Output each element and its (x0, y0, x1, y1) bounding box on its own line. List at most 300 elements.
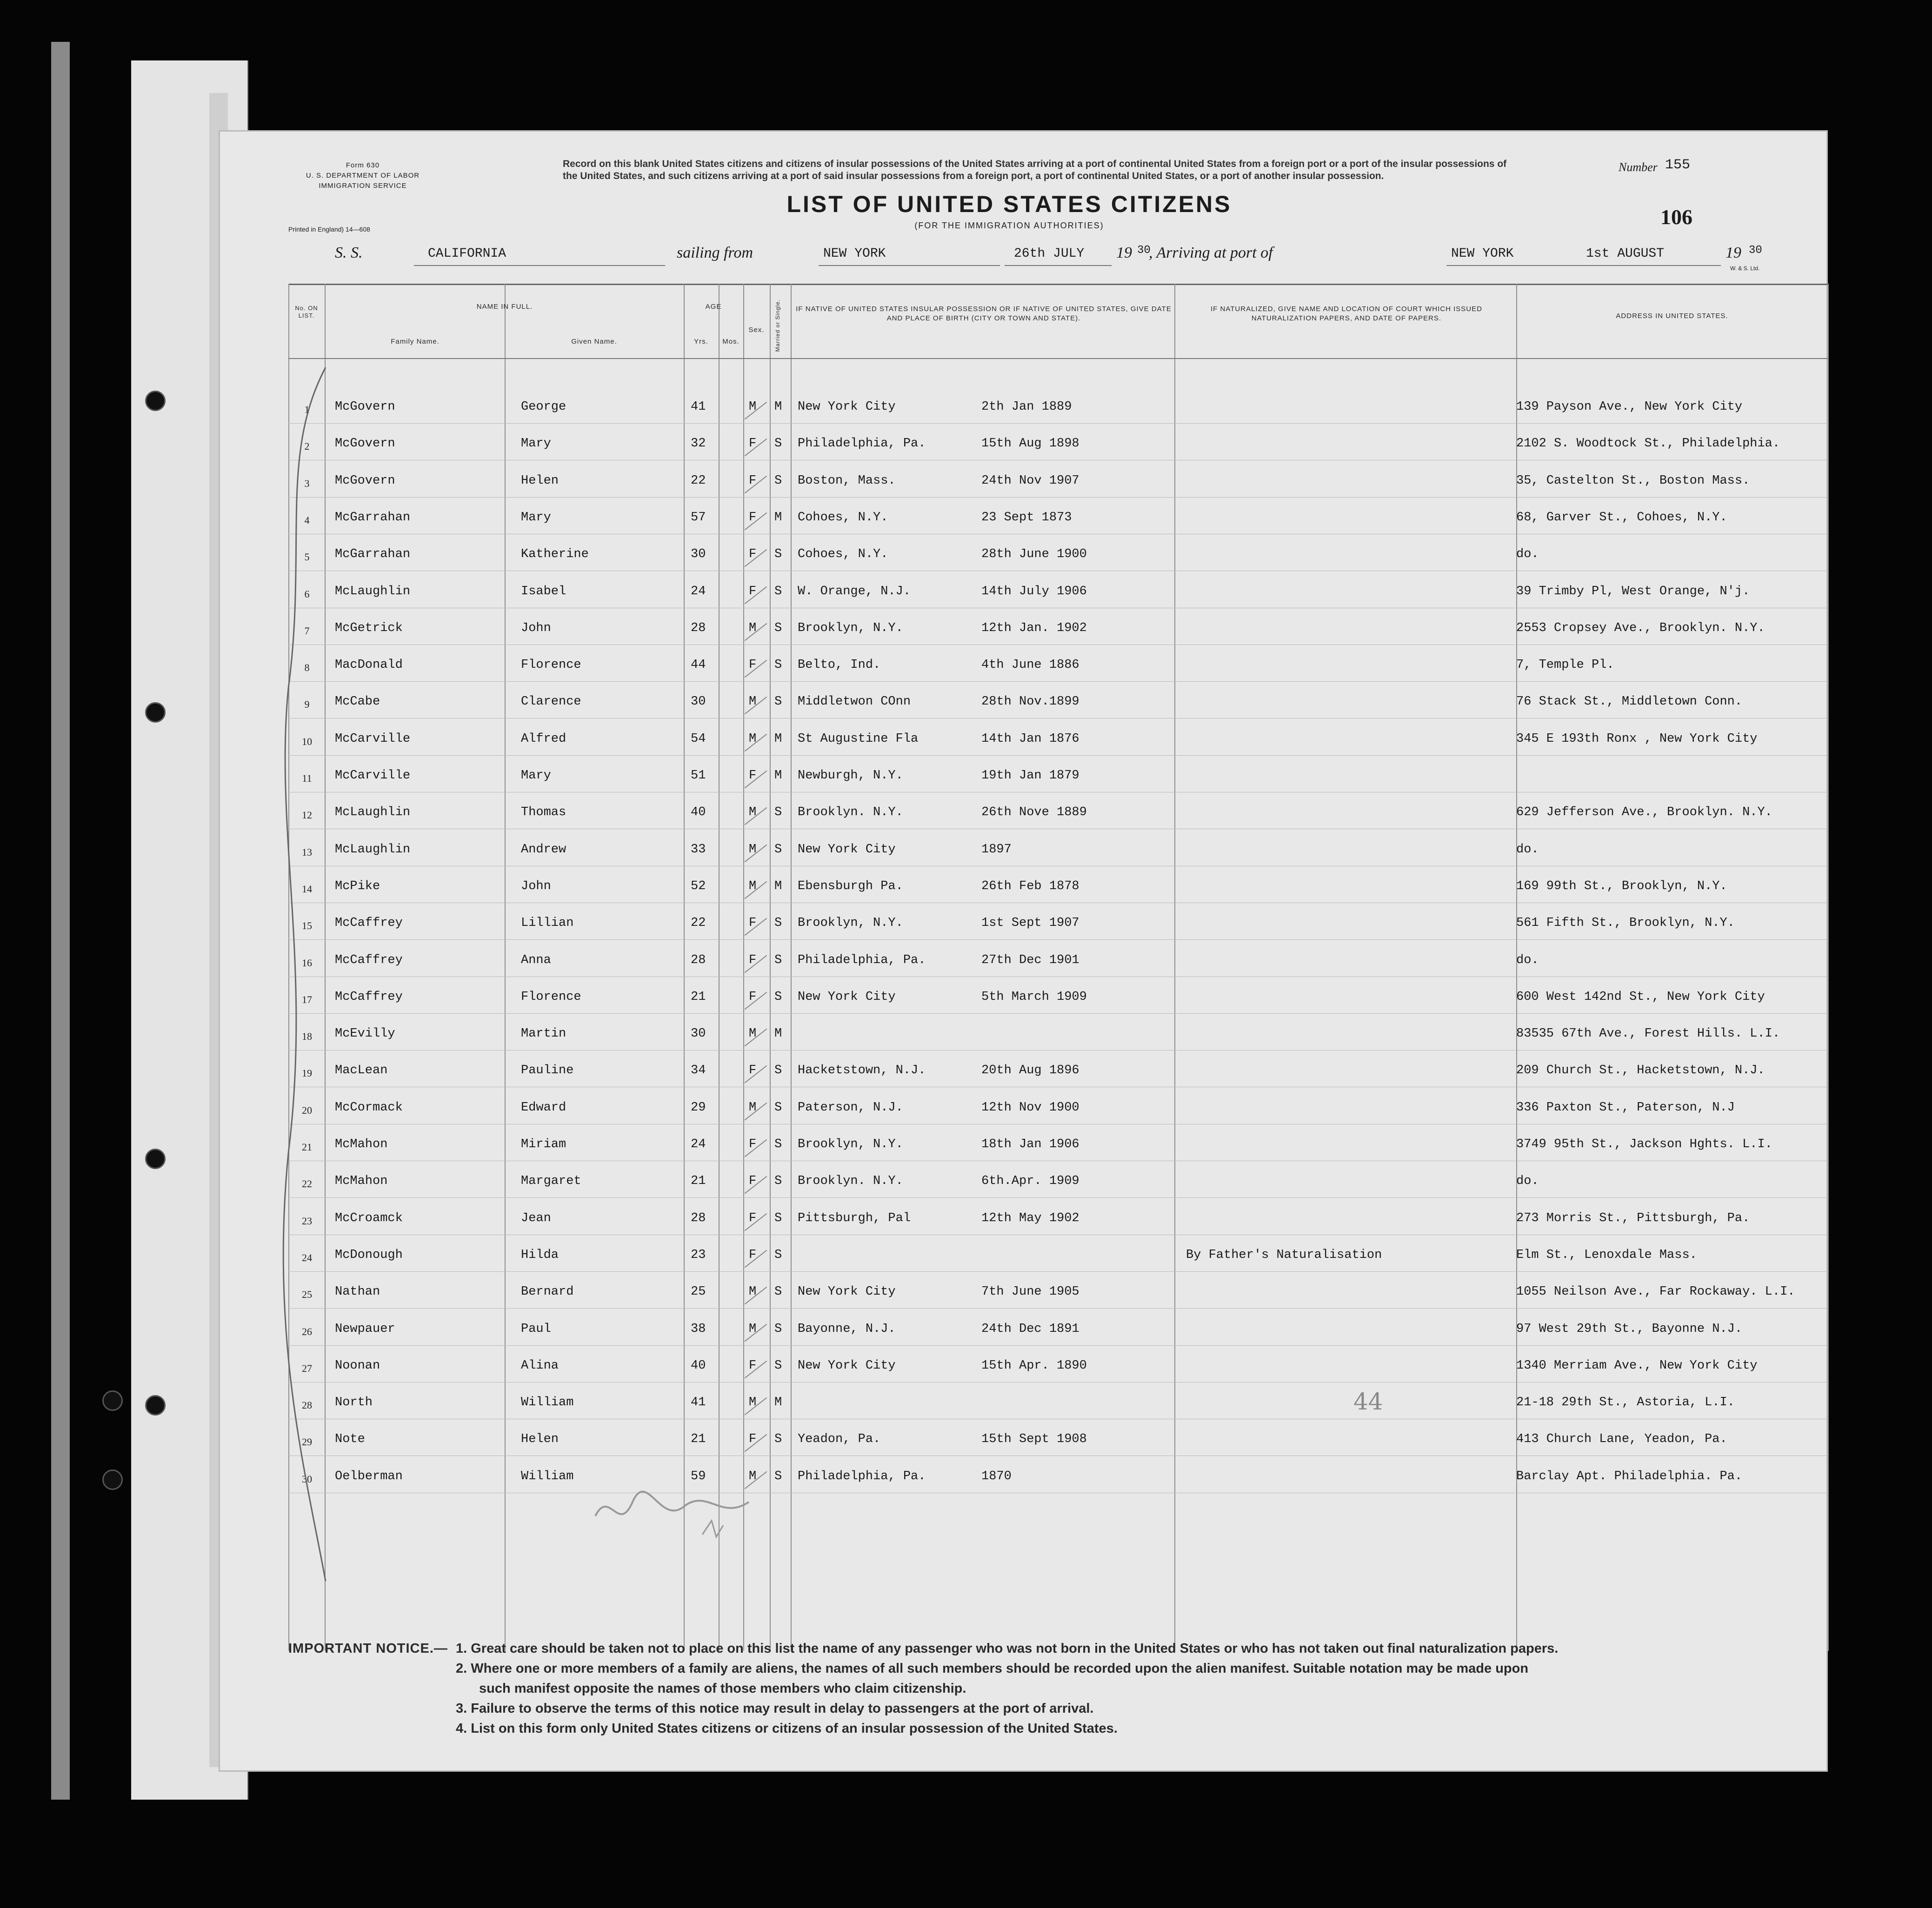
row-date: 20th Aug 1896 (981, 1064, 1079, 1077)
row-place: Brooklyn. N.Y. (798, 1174, 903, 1188)
row-given: Lillian (521, 916, 574, 930)
row-address: 7, Temple Pl. (1516, 658, 1614, 672)
row-place: Pittsburgh, Pal (798, 1211, 911, 1225)
row-no: 11 (302, 772, 312, 784)
row-date: 15th Sept 1908 (981, 1432, 1087, 1446)
printer-mark: W. & S. Ltd. (1730, 265, 1760, 272)
row-rule (288, 1013, 1828, 1014)
row-place: W. Orange, N.J. (798, 585, 911, 598)
row-address: 1055 Neilson Ave., Far Rockaway. L.I. (1516, 1285, 1795, 1299)
row-no: 29 (302, 1436, 312, 1448)
header-address: ADDRESS IN UNITED STATES. (1616, 312, 1728, 320)
row-family: MacDonald (335, 658, 403, 672)
row-place: Paterson, N.J. (798, 1101, 903, 1115)
row-address: 600 West 142nd St., New York City (1516, 990, 1765, 1004)
row-sex: M (749, 1469, 757, 1483)
row-family: Newpauer (335, 1322, 395, 1336)
row-place: Brooklyn, N.Y. (798, 621, 903, 635)
row-date: 14th Jan 1876 (981, 732, 1079, 746)
row-family: McEvilly (335, 1027, 395, 1041)
row-sex: F (749, 916, 757, 930)
page-subtitle: (FOR THE IMMIGRATION AUTHORITIES) (914, 221, 1104, 230)
row-rule (288, 497, 1828, 498)
row-address: 139 Payson Ave., New York City (1516, 400, 1743, 414)
row-sex: M (749, 621, 757, 635)
row-ms: S (774, 1137, 782, 1151)
row-no: 24 (302, 1252, 312, 1263)
row-address: 39 Trimby Pl, West Orange, N'j. (1516, 585, 1750, 598)
row-place: New York City (798, 990, 896, 1004)
row-no: 21 (302, 1141, 312, 1153)
row-no: 13 (302, 846, 312, 858)
row-rule (288, 939, 1828, 940)
row-no: 28 (302, 1399, 312, 1411)
row-sex: M (749, 805, 757, 819)
department: U. S. DEPARTMENT OF LABOR (306, 172, 420, 179)
row-sex: F (749, 585, 757, 598)
row-age: 32 (691, 437, 706, 451)
header-mos: Mos. (722, 338, 739, 346)
row-date: 24th Dec 1891 (981, 1322, 1079, 1336)
row-address: do. (1516, 1174, 1539, 1188)
header-rule (288, 358, 1828, 359)
row-given: Miriam (521, 1137, 566, 1151)
row-family: McCaffrey (335, 916, 403, 930)
header-married: Married or Single. (774, 299, 781, 352)
row-given: Thomas (521, 805, 566, 819)
row-ms: S (774, 658, 782, 672)
row-given: Margaret (521, 1174, 581, 1188)
row-ms: S (774, 1211, 782, 1225)
row-no: 23 (302, 1215, 312, 1227)
underline (819, 265, 1000, 266)
row-address: do. (1516, 547, 1539, 561)
row-family: Oelberman (335, 1469, 403, 1483)
row-ms: S (774, 990, 782, 1004)
row-age: 28 (691, 621, 706, 635)
row-age: 21 (691, 1174, 706, 1188)
row-sex: F (749, 437, 757, 451)
row-place: Philadelphia, Pa. (798, 953, 926, 967)
notice-item-3: 3. Failure to observe the terms of this notice may result in delay to passengers at the port of arrival. (456, 1701, 1094, 1716)
row-ms: S (774, 805, 782, 819)
row-ms: S (774, 1285, 782, 1299)
row-rule (288, 1197, 1828, 1198)
row-sex: F (749, 474, 757, 488)
column-rule (505, 284, 506, 1651)
row-address: 2102 S. Woodtock St., Philadelphia. (1516, 437, 1780, 451)
row-address: 35, Castelton St., Boston Mass. (1516, 474, 1750, 488)
row-place: New York City (798, 1359, 896, 1373)
pencil-annotation: 44 (1353, 1388, 1383, 1415)
row-no: 16 (302, 957, 312, 969)
row-age: 44 (691, 658, 706, 672)
row-ms: M (774, 769, 782, 783)
row-given: Mary (521, 769, 551, 783)
row-family: McDonough (335, 1248, 403, 1262)
row-age: 21 (691, 1432, 706, 1446)
header-age: AGE (705, 303, 722, 311)
row-place: Middletwon COnn (798, 695, 911, 709)
row-sex: F (749, 1248, 757, 1262)
punch-hole (145, 1395, 166, 1416)
row-age: 23 (691, 1248, 706, 1262)
row-date: 15th Apr. 1890 (981, 1359, 1087, 1373)
row-ms: S (774, 1432, 782, 1446)
row-family: McCormack (335, 1101, 403, 1115)
row-given: Mary (521, 511, 551, 525)
row-ms: S (774, 1064, 782, 1077)
row-date: 7th June 1905 (981, 1285, 1079, 1299)
row-place: Boston, Mass. (798, 474, 896, 488)
form-number: Form 630 (346, 161, 380, 169)
row-age: 51 (691, 769, 706, 783)
row-ms: M (774, 1027, 782, 1041)
arrival-year-suffix: 30 (1749, 244, 1762, 257)
row-ms: S (774, 1101, 782, 1115)
row-age: 57 (691, 511, 706, 525)
row-no: 14 (302, 883, 312, 895)
row-ms: S (774, 1359, 782, 1373)
row-age: 21 (691, 990, 706, 1004)
row-age: 30 (691, 695, 706, 709)
row-sex: M (749, 732, 757, 746)
row-date: 18th Jan 1906 (981, 1137, 1079, 1151)
row-given: Jean (521, 1211, 551, 1225)
row-date: 15th Aug 1898 (981, 437, 1079, 451)
row-rule (288, 755, 1828, 756)
row-family: McLaughlin (335, 805, 411, 819)
row-given: Alina (521, 1359, 559, 1373)
page-number: 106 (1660, 205, 1692, 229)
punch-hole (145, 702, 166, 723)
sailing-label: sailing from (677, 244, 753, 261)
row-place: Bayonne, N.J. (798, 1322, 896, 1336)
row-place: Belto, Ind. (798, 658, 881, 672)
row-date: 6th.Apr. 1909 (981, 1174, 1079, 1188)
row-rule (288, 1382, 1828, 1383)
record-instructions: Record on this blank United States citizens and citizens of insular possessions of the United States arriving at a port of continental United States from a foreign port or a port of the insular possessions of the United States, and such citizens arriving at a port of said insular possessions from a foreign port, a port of continental United States, or a port of another insular possession. (563, 159, 1507, 181)
row-rule (288, 1345, 1828, 1346)
row-date: 5th March 1909 (981, 990, 1087, 1004)
row-date: 12th Nov 1900 (981, 1101, 1079, 1115)
row-given: Helen (521, 1432, 559, 1446)
row-family: McGetrick (335, 621, 403, 635)
row-family: North (335, 1396, 373, 1409)
column-rule (1174, 284, 1175, 1651)
row-address: 76 Stack St., Middletown Conn. (1516, 695, 1743, 709)
ship-name: CALIFORNIA (428, 246, 506, 261)
row-address: 561 Fifth St., Brooklyn, N.Y. (1516, 916, 1735, 930)
row-sex: F (749, 769, 757, 783)
row-no: 20 (302, 1104, 312, 1116)
row-age: 24 (691, 1137, 706, 1151)
column-rule (770, 284, 771, 1651)
row-place: Philadelphia, Pa. (798, 437, 926, 451)
row-address: 21-18 29th St., Astoria, L.I. (1516, 1396, 1735, 1409)
row-address: 68, Garver St., Cohoes, N.Y. (1516, 511, 1727, 525)
row-given: William (521, 1469, 574, 1483)
row-date: 12th Jan. 1902 (981, 621, 1087, 635)
row-address: do. (1516, 843, 1539, 857)
header-sex: Sex. (748, 326, 765, 334)
row-address: 2553 Cropsey Ave., Brooklyn. N.Y. (1516, 621, 1765, 635)
row-ms: S (774, 953, 782, 967)
row-given: Pauline (521, 1064, 574, 1077)
row-place: Yeadon, Pa. (798, 1432, 881, 1446)
underline (414, 265, 665, 266)
row-family: McCarville (335, 732, 411, 746)
row-given: Paul (521, 1322, 551, 1336)
row-family: McCarville (335, 769, 411, 783)
row-place: Brooklyn, N.Y. (798, 1137, 903, 1151)
row-sex: F (749, 990, 757, 1004)
row-sex: M (749, 1285, 757, 1299)
notice-lead: IMPORTANT NOTICE.— (288, 1641, 448, 1656)
year-prefix: 19 (1116, 244, 1132, 261)
row-date: 26th Nove 1889 (981, 805, 1087, 819)
row-date: 12th May 1902 (981, 1211, 1079, 1225)
row-age: 29 (691, 1101, 706, 1115)
row-ms: M (774, 400, 782, 414)
row-sex: M (749, 843, 757, 857)
row-age: 59 (691, 1469, 706, 1483)
row-no: 15 (302, 920, 312, 931)
row-date: 1st Sept 1907 (981, 916, 1079, 930)
row-family: McCaffrey (335, 953, 403, 967)
row-address: 209 Church St., Hacketstown, N.J. (1516, 1064, 1765, 1077)
column-rule (1828, 284, 1829, 1651)
row-date: 19th Jan 1879 (981, 769, 1079, 783)
row-sex: F (749, 1137, 757, 1151)
row-no: 8 (304, 662, 310, 673)
year-suffix: 30 (1137, 244, 1151, 257)
row-place: Ebensburgh Pa. (798, 879, 903, 893)
row-age: 40 (691, 1359, 706, 1373)
row-age: 30 (691, 547, 706, 561)
row-no: 5 (304, 551, 310, 563)
row-sex: F (749, 1211, 757, 1225)
row-address: 1340 Merriam Ave., New York City (1516, 1359, 1758, 1373)
header-no: No. ON LIST. (295, 305, 318, 319)
departure-date: 26th JULY (1014, 246, 1085, 261)
row-given: Edward (521, 1101, 566, 1115)
row-given: Clarence (521, 695, 581, 709)
notice-item-2-cont: such manifest opposite the names of those members who claim citizenship. (479, 1681, 966, 1696)
row-given: Andrew (521, 843, 566, 857)
row-family: Note (335, 1432, 365, 1446)
row-family: McCroamck (335, 1211, 403, 1225)
row-ms: M (774, 879, 782, 893)
row-sex: F (749, 953, 757, 967)
row-date: 1897 (981, 843, 1012, 857)
arrival-date: 1st AUGUST (1586, 246, 1665, 261)
departure-port: NEW YORK (823, 246, 886, 261)
row-place: Cohoes, N.Y. (798, 511, 888, 525)
header-name: NAME IN FULL. (476, 303, 533, 311)
row-no: 9 (304, 698, 310, 710)
row-rule (288, 423, 1828, 424)
arrival-year-prefix: 19 (1725, 244, 1741, 261)
row-no: 3 (304, 478, 310, 489)
row-no: 19 (302, 1067, 312, 1079)
row-address: Elm St., Lenoxdale Mass. (1516, 1248, 1697, 1262)
row-sex: M (749, 400, 757, 414)
row-age: 30 (691, 1027, 706, 1041)
row-address: 3749 95th St., Jackson Hghts. L.I. (1516, 1137, 1772, 1151)
punch-hole (102, 1469, 123, 1490)
bracket-mark (270, 363, 335, 1590)
row-family: McLaughlin (335, 843, 411, 857)
row-given: Katherine (521, 547, 589, 561)
underline (1005, 265, 1112, 266)
form-meta (288, 160, 437, 191)
row-address: 345 E 193th Ronx , New York City (1516, 732, 1758, 746)
row-family: McGarrahan (335, 547, 411, 561)
row-age: 52 (691, 879, 706, 893)
row-date: 24th Nov 1907 (981, 474, 1079, 488)
row-no: 7 (304, 625, 310, 637)
row-ms: S (774, 843, 782, 857)
row-sex: F (749, 658, 757, 672)
row-place: Brooklyn, N.Y. (798, 916, 903, 930)
header-birth: IF NATIVE OF UNITED STATES INSULAR POSSESSION OR IF NATIVE OF UNITED STATES, GIVE DATE AND PLACE OF BIRTH (CITY OR TOWN AND STATE). (796, 305, 1172, 322)
row-place: Brooklyn. N.Y. (798, 805, 903, 819)
row-age: 41 (691, 1396, 706, 1409)
row-given: Mary (521, 437, 551, 451)
row-sex: M (749, 1101, 757, 1115)
row-place: New York City (798, 843, 896, 857)
row-no: 6 (304, 588, 310, 600)
row-date: 28th June 1900 (981, 547, 1087, 561)
row-age: 22 (691, 474, 706, 488)
row-sex: M (749, 695, 757, 709)
row-place: Hacketstown, N.J. (798, 1064, 926, 1077)
row-age: 38 (691, 1322, 706, 1336)
pencil-scrawl (591, 1483, 758, 1544)
header-family: Family Name. (391, 338, 440, 346)
arriving-label: , Arriving at port of (1149, 244, 1273, 261)
header-given: Given Name. (571, 338, 617, 346)
row-age: 24 (691, 585, 706, 598)
punch-hole (145, 1149, 166, 1169)
row-sex: F (749, 1359, 757, 1373)
row-sex: M (749, 879, 757, 893)
row-rule (288, 681, 1828, 682)
row-date: 26th Feb 1878 (981, 879, 1079, 893)
punch-hole (145, 391, 166, 411)
row-place: New York City (798, 1285, 896, 1299)
page-title: LIST OF UNITED STATES CITIZENS (786, 191, 1232, 217)
row-sex: F (749, 1432, 757, 1446)
row-given: Alfred (521, 732, 566, 746)
row-family: McMahon (335, 1137, 388, 1151)
row-address: 336 Paxton St., Paterson, N.J (1516, 1101, 1735, 1115)
row-address: 83535 67th Ave., Forest Hills. L.I. (1516, 1027, 1780, 1041)
notice-item-4: 4. List on this form only United States citizens or citizens of an insular possession of the United States. (456, 1721, 1118, 1736)
row-place: Newburgh, N.Y. (798, 769, 903, 783)
row-address: 629 Jefferson Ave., Brooklyn. N.Y. (1516, 805, 1772, 819)
row-family: Noonan (335, 1359, 380, 1373)
row-family: Nathan (335, 1285, 380, 1299)
row-date: 1870 (981, 1469, 1012, 1483)
row-ms: S (774, 1469, 782, 1483)
row-no: 18 (302, 1030, 312, 1042)
row-age: 22 (691, 916, 706, 930)
column-rule (684, 284, 685, 1651)
manifest-page (219, 130, 1828, 1772)
row-no: 27 (302, 1363, 312, 1374)
row-given: Anna (521, 953, 551, 967)
row-date: 28th Nov.1899 (981, 695, 1079, 709)
row-address: 97 West 29th St., Bayonne N.J. (1516, 1322, 1743, 1336)
row-place: New York City (798, 400, 896, 414)
row-family: McGovern (335, 474, 395, 488)
row-ms: S (774, 585, 782, 598)
row-family: McGarrahan (335, 511, 411, 525)
background-page-edge (51, 42, 70, 1800)
row-nat: By Father's Naturalisation (1186, 1248, 1382, 1262)
number-value: 155 (1665, 157, 1691, 173)
row-given: John (521, 879, 551, 893)
row-given: George (521, 400, 566, 414)
row-given: Hilda (521, 1248, 559, 1262)
row-ms: S (774, 1322, 782, 1336)
row-given: Bernard (521, 1285, 574, 1299)
row-sex: F (749, 511, 757, 525)
row-ms: S (774, 1248, 782, 1262)
row-ms: S (774, 1174, 782, 1188)
row-date: 14th July 1906 (981, 585, 1087, 598)
notice-item-2: 2. Where one or more members of a family are aliens, the names of all such members should be recorded upon the alien manifest. Suitable notation may be made upon (456, 1661, 1529, 1676)
row-date: 23 Sept 1873 (981, 511, 1072, 525)
row-sex: F (749, 1064, 757, 1077)
arrival-port: NEW YORK (1451, 246, 1514, 261)
row-age: 34 (691, 1064, 706, 1077)
row-sex: F (749, 547, 757, 561)
row-family: McCabe (335, 695, 380, 709)
row-no: 10 (302, 736, 312, 747)
row-date: 27th Dec 1901 (981, 953, 1079, 967)
punch-hole (102, 1390, 123, 1411)
row-place: St Augustine Fla (798, 732, 919, 746)
underline (1446, 265, 1721, 266)
row-address: do. (1516, 953, 1539, 967)
row-family: MacLean (335, 1064, 388, 1077)
row-family: McMahon (335, 1174, 388, 1188)
row-no: 12 (302, 809, 312, 821)
row-no: 17 (302, 994, 312, 1005)
row-given: John (521, 621, 551, 635)
row-address: 169 99th St., Brooklyn, N.Y. (1516, 879, 1727, 893)
notice-item-1: 1. Great care should be taken not to place on this list the name of any passenger who was not born in the United States or who has not taken out final naturalization papers. (456, 1641, 1559, 1656)
row-ms: M (774, 1396, 782, 1409)
row-age: 28 (691, 1211, 706, 1225)
row-ms: M (774, 511, 782, 525)
row-family: McLaughlin (335, 585, 411, 598)
row-sex: M (749, 1322, 757, 1336)
row-age: 54 (691, 732, 706, 746)
column-rule (791, 284, 792, 1651)
row-rule (288, 1271, 1828, 1272)
manifest-table (288, 284, 1828, 1652)
row-no: 2 (304, 440, 310, 452)
row-given: Florence (521, 990, 581, 1004)
row-age: 33 (691, 843, 706, 857)
row-address: 273 Morris St., Pittsburgh, Pa. (1516, 1211, 1750, 1225)
row-family: McCaffrey (335, 990, 403, 1004)
row-no: 25 (302, 1289, 312, 1300)
